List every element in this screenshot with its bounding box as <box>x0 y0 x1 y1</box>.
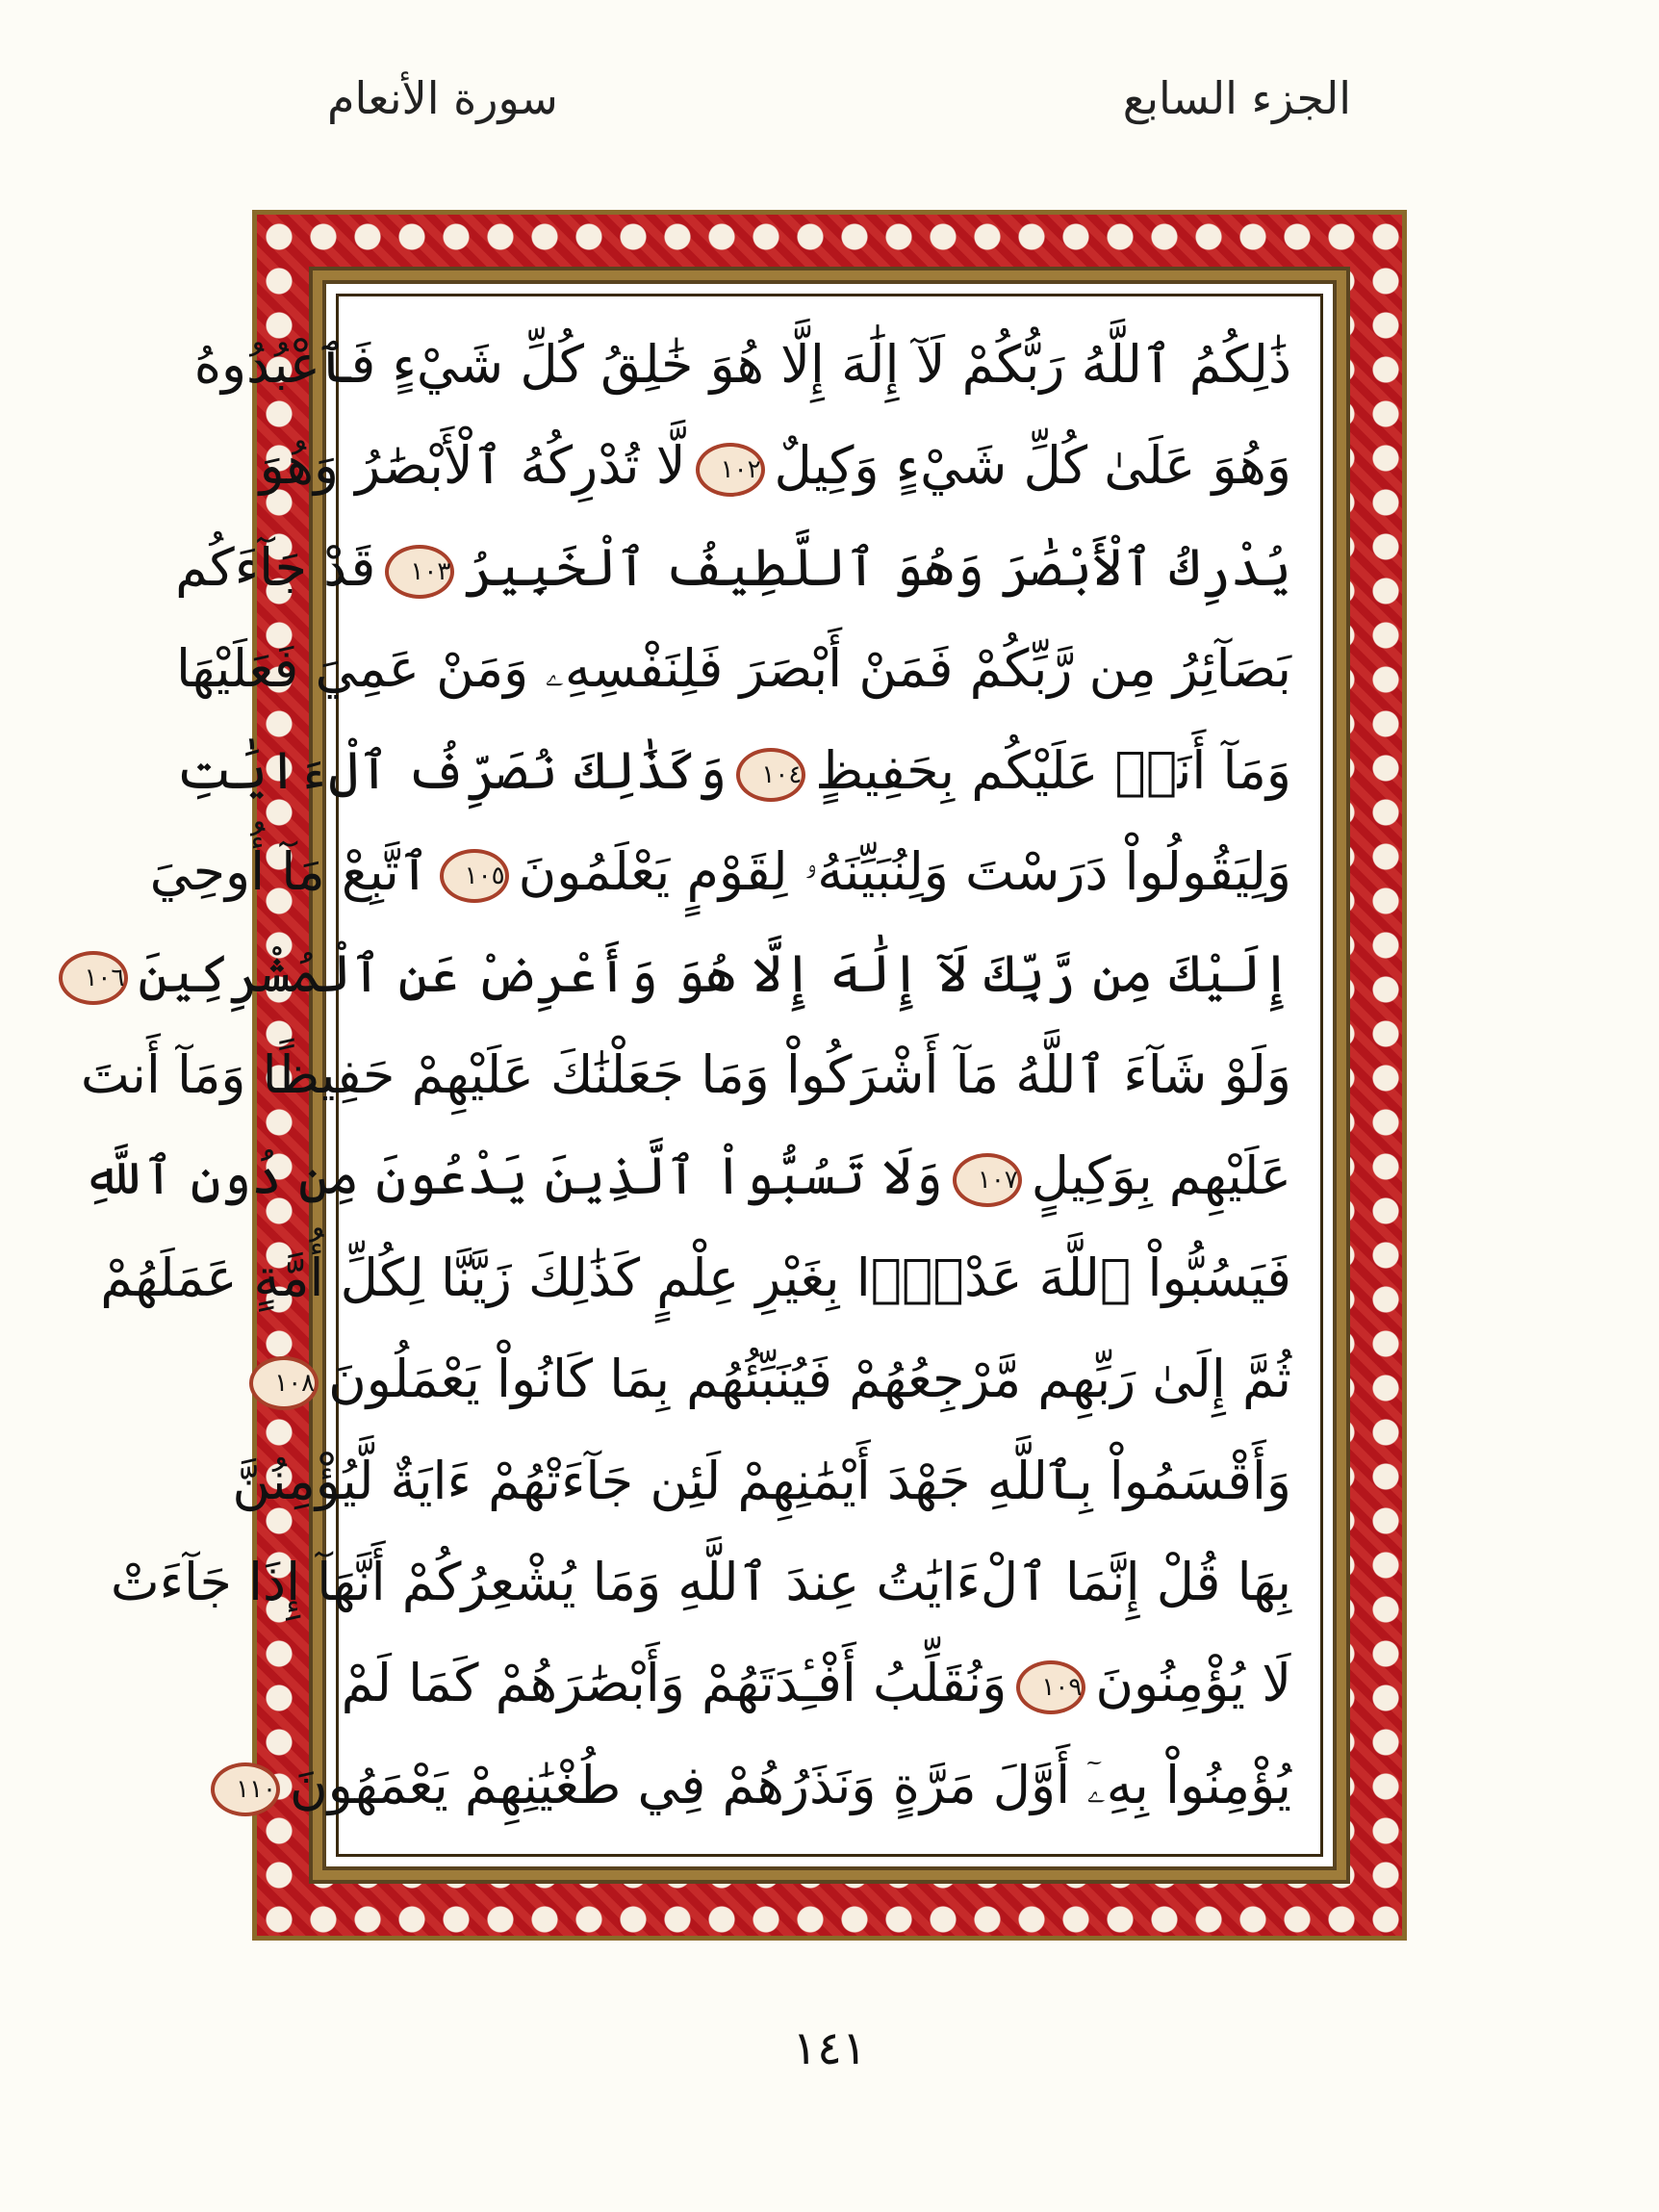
ayah-marker: ١٠٤ <box>736 748 805 802</box>
page-header <box>327 60 1351 137</box>
ayah-marker: ١٠٧ <box>953 1153 1022 1207</box>
verse-line: وَهُوَ عَلَىٰ كُلِّ شَيْءٍ وَكِيلٌ١٠٢لَّا تُدْرِكُهُ ٱلْأَبْصَٰرُ وَهُوَ <box>259 435 1291 497</box>
verse-line: إِلَيْكَ مِن رَّبِّكَ لَآ إِلَٰهَ إِلَّا هُوَ وَأَعْرِضْ عَنِ ٱلْمُشْرِكِينَ١٠٦ <box>368 931 1291 1017</box>
verse-line: يُدْرِكُ ٱلْأَبْصَٰرَ وَهُوَ ٱللَّطِيفُ ٱلْخَبِيرُ١٠٣قَدْ جَآءَكُم <box>175 536 1291 598</box>
verse-line: لَا يُؤْمِنُونَ١٠٩وَنُقَلِّبُ أَفْـِٔدَتَهُمْ وَأَبْصَٰرَهُمْ كَمَا لَمْ <box>341 1653 1291 1714</box>
page-number: ١٤١ <box>792 2021 867 2075</box>
verse-line: وَمَآ أَنَا۠ عَلَيْكُم بِحَفِيظٍ١٠٤وَكَذَٰلِكَ نُصَرِّفُ ٱلْءَايَٰتِ <box>176 739 1291 801</box>
ayah-marker: ١٠٩ <box>1016 1660 1085 1714</box>
verse-line: فَيَسُبُّواْ ٱللَّهَ عَدْوًۢا بِغَيْرِ عِلْمٍ كَذَٰلِكَ زَيَّنَّا لِكُلِّ أُمَّةٍ عَمَلَهُمْ <box>100 1247 1291 1308</box>
ayah-marker: ١٠٣ <box>385 545 454 599</box>
ayah-marker: ١١٠ <box>211 1762 280 1816</box>
verse-line: ذَٰلِكُمُ ٱللَّهُ رَبُّكُمْ لَآ إِلَٰهَ إِلَّا هُوَ خَٰلِقُ كُلِّ شَيْءٍ فَٱعْبُدُوهُ <box>193 334 1291 395</box>
text-panel <box>80 294 1323 1857</box>
surah-label: سورة الأنعام <box>327 72 558 124</box>
verse-line: ثُمَّ إِلَىٰ رَبِّهِم مَّرْجِعُهُمْ فَيُنَبِّئُهُم بِمَا كَانُواْ يَعْمَلُونَ١٠٨ <box>368 1336 1291 1423</box>
verse-line: وَأَقْسَمُواْ بِٱللَّهِ جَهْدَ أَيْمَٰنِهِمْ لَئِن جَآءَتْهُمْ ءَايَةٌ لَّيُؤْمِنُنَّ <box>232 1450 1291 1511</box>
ornamental-frame <box>80 210 1407 1941</box>
verse-line: عَلَيْهِم بِوَكِيلٍ١٠٧وَلَا تَسُبُّواْ ٱلَّذِينَ يَدْعُونَ مِن دُونِ ٱللَّهِ <box>82 1145 1291 1207</box>
ayah-marker: ١٠٥ <box>440 849 509 903</box>
gold-border <box>80 270 1346 1880</box>
ayah-marker: ١٠٦ <box>59 951 128 1005</box>
verse-line: وَلَوْ شَآءَ ٱللَّهُ مَآ أَشْرَكُواْ وَمَا جَعَلْنَٰكَ عَلَيْهِمْ حَفِيظًا وَمَآ أَنتَ <box>80 1043 1291 1105</box>
verse-line: وَلِيَقُولُواْ دَرَسْتَ وَلِنُبَيِّنَهُۥ لِقَوْمٍ يَعْلَمُونَ١٠٥ٱتَّبِعْ مَآ أُوحِيَ <box>149 841 1291 903</box>
verse-lines <box>80 322 1291 1829</box>
verse-line: بِهَا قُلْ إِنَّمَا ٱلْءَايَٰتُ عِندَ ٱللَّهِ وَمَا يُشْعِرُكُمْ أَنَّهَآ إِذَا جَآءَتْ <box>110 1552 1291 1613</box>
verse-line: يُؤْمِنُواْ بِهِۦٓ أَوَّلَ مَرَّةٍ وَنَذَرُهُمْ فِي طُغْيَٰنِهِمْ يَعْمَهُونَ١١٠ <box>368 1742 1291 1829</box>
ayah-marker: ١٠٢ <box>696 443 765 497</box>
juz-label: الجزء السابع <box>1122 72 1351 124</box>
verse-line: بَصَآئِرُ مِن رَّبِّكُمْ فَمَنْ أَبْصَرَ فَلِنَفْسِهِۦ وَمَنْ عَمِيَ فَعَلَيْهَا <box>175 638 1291 700</box>
ayah-marker: ١٠٨ <box>249 1356 319 1410</box>
